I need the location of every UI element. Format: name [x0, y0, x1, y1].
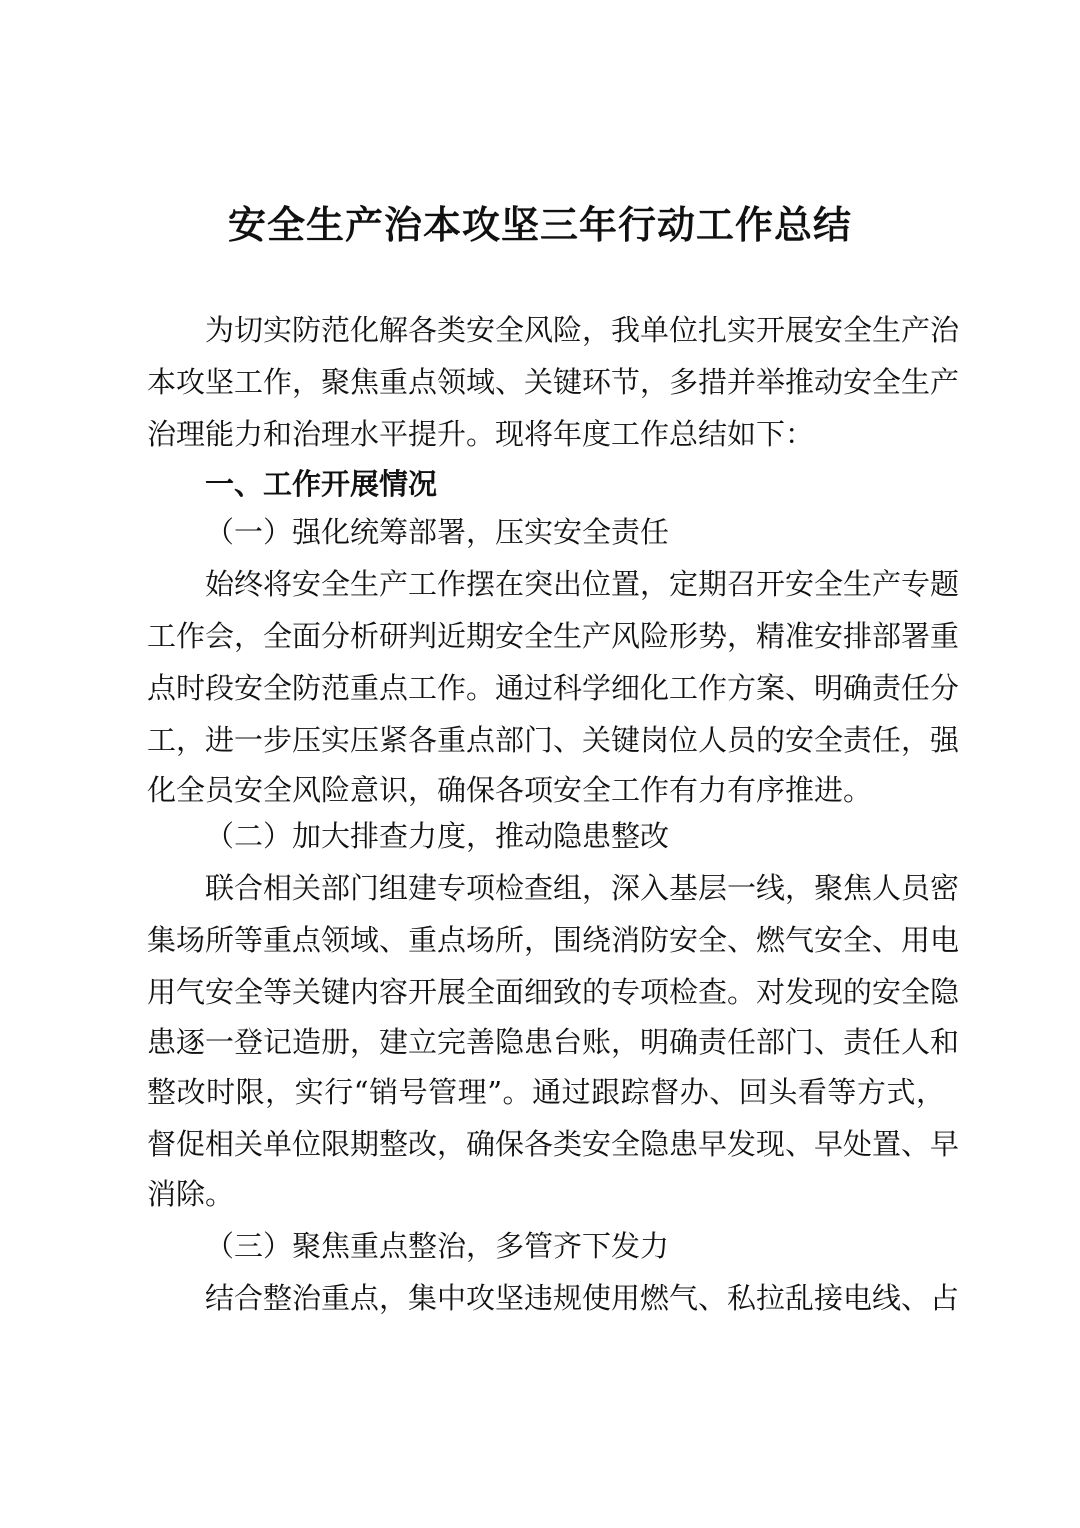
paragraph-line: 为切实防范化解各类安全风险，我单位扎实开展安全生产治 — [205, 313, 960, 347]
paragraph-line: 集场所等重点领域、重点场所，围绕消防安全、燃气安全、用电 — [147, 923, 960, 957]
subsection-heading: （一）强化统筹部署，压实安全责任 — [205, 515, 670, 549]
subsection-heading: （二）加大排查力度，推动隐患整改 — [205, 819, 670, 853]
paragraph-line: 始终将安全生产工作摆在突出位置，定期召开安全生产专题 — [205, 567, 960, 601]
paragraph-line: 患逐一登记造册，建立完善隐患台账，明确责任部门、责任人和 — [147, 1025, 960, 1059]
paragraph-line: 工作会，全面分析研判近期安全生产风险形势，精准安排部署重 — [147, 619, 960, 653]
paragraph-line: 督促相关单位限期整改，确保各类安全隐患早发现、早处置、早 — [147, 1127, 960, 1161]
paragraph-line: 用气安全等关键内容开展全面细致的专项检查。对发现的安全隐 — [147, 975, 960, 1009]
paragraph-line: 消除。 — [147, 1177, 235, 1211]
subsection-heading: （三）聚焦重点整治，多管齐下发力 — [205, 1229, 670, 1263]
paragraph-line: 工，进一步压实压紧各重点部门、关键岗位人员的安全责任，强 — [147, 723, 960, 757]
paragraph-line: 治理能力和治理水平提升。现将年度工作总结如下： — [147, 417, 815, 451]
paragraph-line: 整改时限，实行“销号管理”。通过跟踪督办、回头看等方式， — [147, 1075, 945, 1109]
paragraph-line: 结合整治重点，集中攻坚违规使用燃气、私拉乱接电线、占 — [205, 1281, 960, 1315]
paragraph-line: 本攻坚工作，聚焦重点领域、关键环节，多措并举推动安全生产 — [147, 365, 960, 399]
paragraph-line: 联合相关部门组建专项检查组，深入基层一线，聚焦人员密 — [205, 871, 960, 905]
paragraph-line: 化全员安全风险意识，确保各项安全工作有力有序推进。 — [147, 773, 873, 807]
section-heading: 一、工作开展情况 — [205, 467, 438, 501]
paragraph-line: 点时段安全防范重点工作。通过科学细化工作方案、明确责任分 — [147, 671, 960, 705]
document-title: 安全生产治本攻坚三年行动工作总结 — [227, 202, 852, 247]
